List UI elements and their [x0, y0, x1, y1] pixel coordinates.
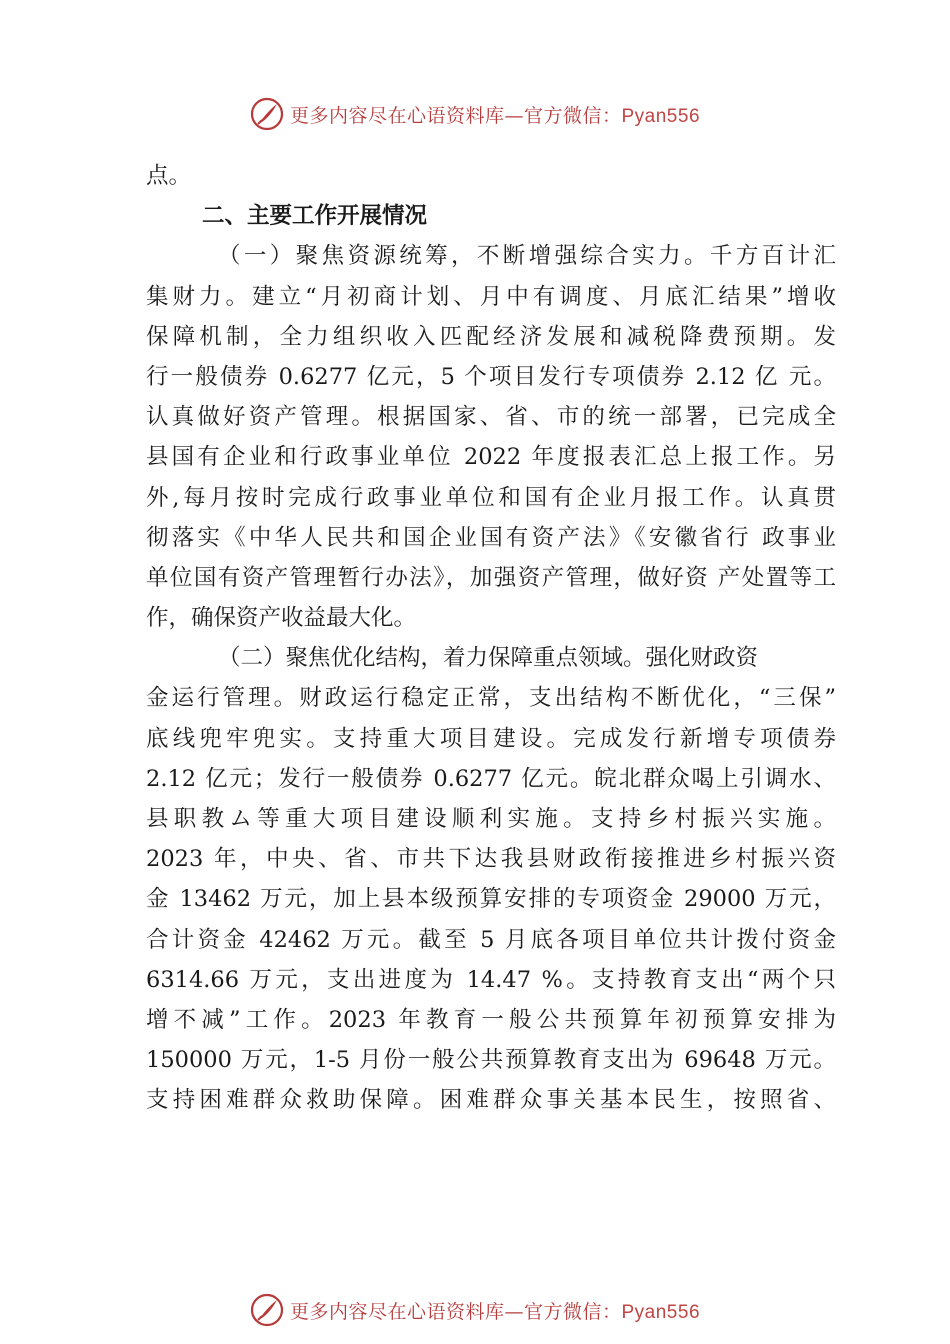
quill-pen-logo-icon [250, 97, 284, 131]
text-line: 县国有企业和行政事业单位 2022 年度报表汇总上报工作。另 [146, 444, 836, 471]
text-line: 单位国有资产管理暂行办法》，加强资产管理，做好资 产处置等工 [146, 564, 836, 591]
banner-text: 更多内容尽在心语资料库—官方微信：Pyan556 [289, 1300, 701, 1323]
wechat-id: Pyan556 [621, 105, 701, 127]
text-line: 县职教ム等重大项目建设顺利实施。支持乡村振兴实施。 [146, 806, 836, 832]
text-line: 6314.66 万元，支出进度为 14.47 %。支持教育支出“两个只 [146, 966, 836, 993]
section-heading: 二、主要工作开展情况 [202, 203, 428, 230]
header-banner [0, 94, 950, 134]
wechat-id: Pyan556 [621, 1301, 701, 1323]
text-line: 作，确保资产收益最大化。 [146, 605, 417, 632]
text-line: 彻落实《中华人民共和国企业国有资产法》《安徽省行 政事业 [146, 524, 836, 551]
text-line: 增不减”工作。2023 年教育一般公共预算年初预算安排为 [146, 1006, 836, 1033]
text-line: （二）聚焦优化结构，着力保障重点领域。强化财政资 [218, 645, 759, 672]
text-line: 合计资金 42462 万元。截至 5 月底各项目单位共计拨付资金 [146, 926, 836, 953]
text-line: 2.12 亿元；发行一般债券 0.6277 亿元。皖北群众喝上引调水、 [146, 765, 836, 792]
footer-banner [0, 1290, 950, 1330]
text-line: 金运行管理。财政运行稳定正常，支出结构不断优化，“三保” [146, 685, 836, 712]
banner-text: 更多内容尽在心语资料库—官方微信：Pyan556 [289, 104, 701, 127]
quill-pen-logo-icon [250, 1293, 284, 1327]
document-body [146, 156, 836, 1121]
text-line: 行一般债券 0.6277 亿元，5 个项目发行专项债券 2.12 亿 元。 [146, 363, 836, 390]
text-line: 点。 [146, 163, 192, 189]
text-line: 2023 年，中央、省、市共下达我县财政衔接推进乡村振兴资 [146, 846, 836, 873]
text-line: 认真做好资产管理。根据国家、省、市的统一部署，已完成全 [146, 404, 836, 431]
text-line: 外,每月按时完成行政事业单位和国有企业月报工作。认真贯 [146, 484, 836, 511]
text-line: 集财力。建立“月初商计划、月中有调度、月底汇结果”增收 [146, 283, 836, 310]
text-line: （一）聚焦资源统筹，不断增强综合实力。千方百计汇 [218, 243, 836, 270]
text-line: 保障机制，全力组织收入匹配经济发展和减税降费预期。发 [146, 323, 836, 350]
text-line: 150000 万元，1-5 月份一般公共预算教育支出为 69648 万元。 [146, 1047, 836, 1074]
text-line: 支持困难群众救助保障。困难群众事关基本民生，按照省、 [146, 1087, 836, 1114]
text-line: 金 13462 万元，加上县本级预算安排的专项资金 29000 万元， [146, 886, 836, 913]
text-line: 底线兜牢兜实。支持重大项目建设。完成发行新增专项债券 [146, 725, 836, 752]
